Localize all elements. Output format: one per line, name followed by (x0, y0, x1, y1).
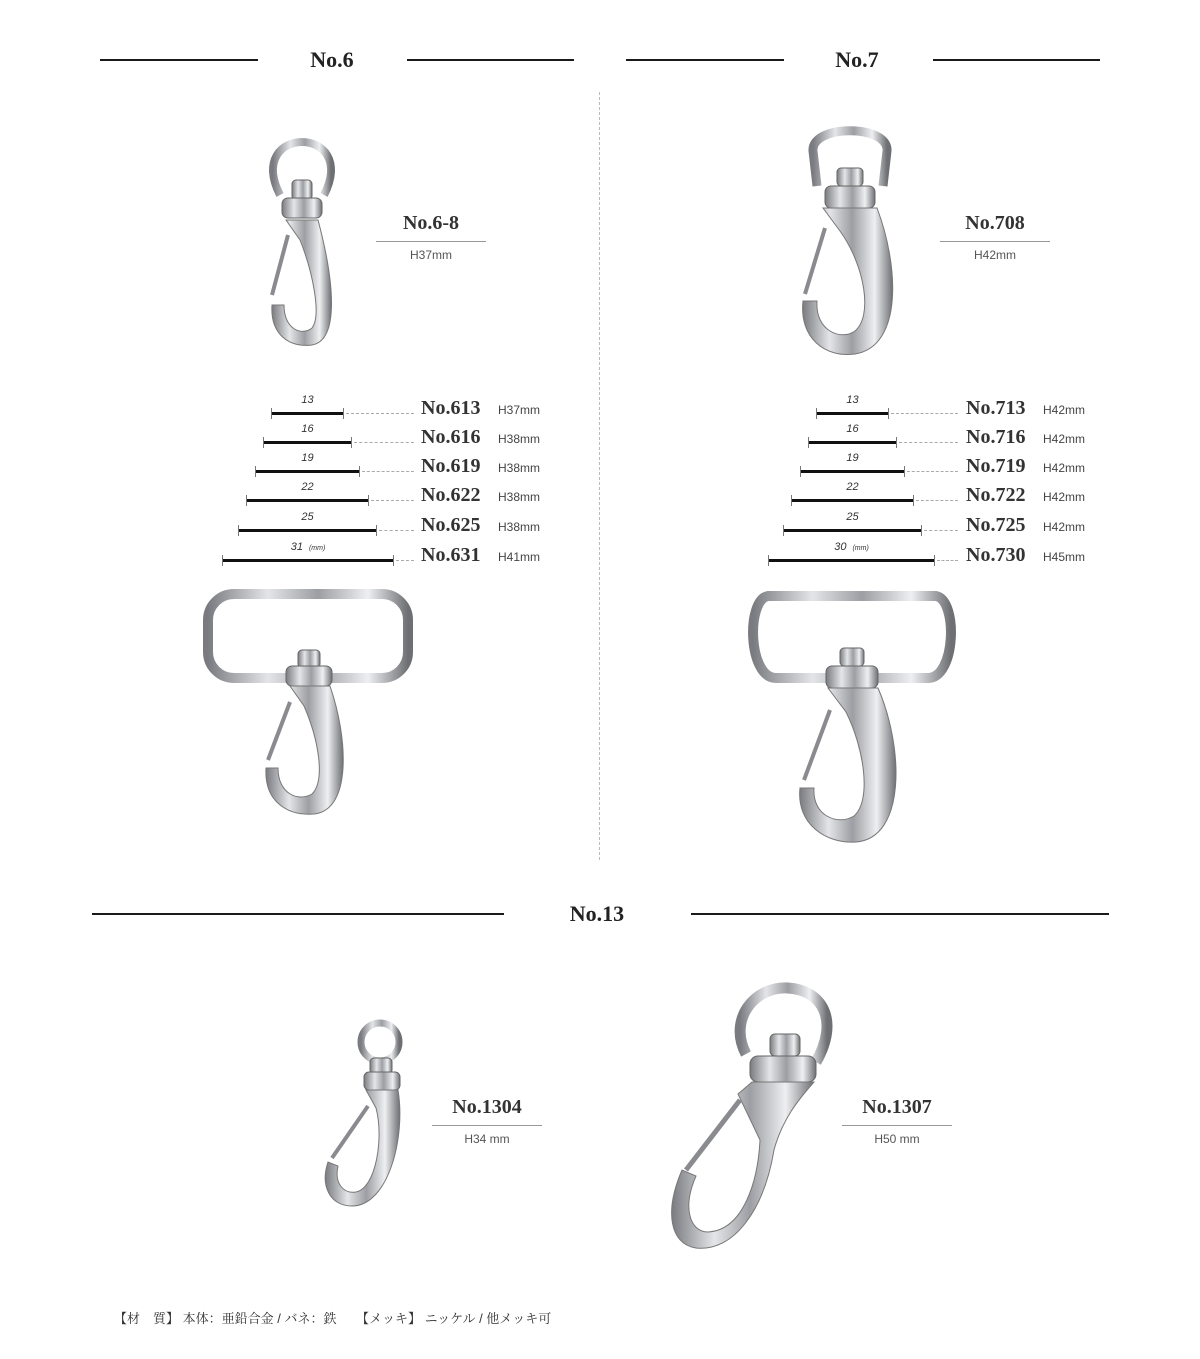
model-height: H37mm (498, 403, 541, 417)
model-height: H41mm (498, 550, 541, 564)
product-name: No.708 (940, 212, 1050, 242)
model-number: No.713 (966, 397, 1026, 419)
swivel-snap-hook-wide-d-ring-icon (746, 588, 958, 848)
width-number: 30 (834, 541, 847, 553)
width-bar (783, 529, 922, 532)
leader-line (891, 413, 958, 414)
model-number: No.625 (421, 514, 481, 536)
model-number: No.616 (421, 426, 481, 448)
material-label: 【材 質】 (114, 1311, 180, 1326)
width-value: 19 (846, 452, 859, 464)
width-bar (768, 559, 935, 562)
swivel-snap-hook-round-ring-icon (318, 1018, 418, 1214)
size-row (0, 541, 1200, 568)
width-value: 22 (846, 481, 859, 493)
product-label-no1304 (432, 1096, 542, 1146)
model-height: H38mm (498, 520, 541, 534)
product-size: H42mm (973, 248, 1016, 262)
width-value: 16 (301, 423, 314, 435)
width-value: 22 (301, 481, 314, 493)
leader-line (937, 560, 958, 561)
product-size: H34 mm (464, 1132, 510, 1146)
section-rule-right (407, 59, 574, 61)
product-name: No.1307 (842, 1096, 952, 1126)
model-height: H42mm (1043, 520, 1086, 534)
width-value: 25 (301, 511, 314, 523)
width-unit: (mm) (852, 545, 869, 552)
product-name: No.6-8 (376, 212, 486, 242)
section-rule-left (100, 59, 258, 61)
model-height: H42mm (1043, 490, 1086, 504)
model-height: H42mm (1043, 461, 1086, 475)
material-footer (114, 1308, 551, 1327)
model-height: H42mm (1043, 432, 1086, 446)
leader-line (924, 530, 958, 531)
product-label-no6-8 (376, 212, 486, 262)
width-value: 13 (301, 394, 314, 406)
product-label-no1307 (842, 1096, 952, 1146)
size-row (0, 452, 1200, 479)
swivel-snap-hook-d-ring-icon (795, 116, 905, 360)
model-number: No.730 (966, 544, 1026, 566)
width-value: 19 (301, 452, 314, 464)
section-rule-right (933, 59, 1100, 61)
model-number: No.613 (421, 397, 481, 419)
width-bar (808, 441, 897, 444)
size-row (0, 394, 1200, 421)
swivel-snap-hook-small-ring-icon (262, 140, 352, 352)
width-value: 16 (846, 423, 859, 435)
model-number: No.725 (966, 514, 1026, 536)
product-label-no708 (940, 212, 1050, 262)
model-number: No.722 (966, 484, 1026, 506)
plating-label: 【メッキ】 (362, 1311, 422, 1326)
size-row (0, 511, 1200, 538)
product-name: No.1304 (432, 1096, 542, 1126)
section-title-no6: No.6 (310, 47, 354, 72)
material-value: 本体：亜鉛合金 / バネ：鉄 (182, 1311, 337, 1326)
product-size: H50 mm (874, 1132, 920, 1146)
swivel-snap-hook-wide-loop-icon (202, 588, 414, 820)
model-number: No.716 (966, 426, 1026, 448)
model-number: No.719 (966, 455, 1026, 477)
width-bar (800, 470, 905, 473)
width-bar (791, 499, 914, 502)
model-height: H42mm (1043, 403, 1086, 417)
width-number: 31 (290, 541, 303, 553)
size-row (0, 423, 1200, 450)
swivel-snap-hook-large-d-ring-icon (664, 980, 844, 1255)
model-height: H45mm (1043, 550, 1086, 564)
leader-line (916, 500, 958, 501)
leader-line (899, 442, 958, 443)
width-value: 25 (846, 511, 859, 523)
leader-line (907, 471, 958, 472)
model-number: No.619 (421, 455, 481, 477)
plating-value: ニッケル / 他メッキ可 (424, 1311, 552, 1326)
width-unit: (mm) (308, 545, 326, 552)
model-height: H38mm (498, 490, 541, 504)
model-height: H38mm (498, 461, 541, 475)
model-height: H38mm (498, 432, 541, 446)
section-rule-right (691, 913, 1109, 915)
section-title-no13: No.13 (569, 901, 625, 926)
model-number: No.631 (421, 544, 481, 566)
product-size: H37mm (409, 248, 452, 262)
width-value (768, 541, 935, 553)
model-number: No.622 (421, 484, 481, 506)
size-row (0, 481, 1200, 508)
section-rule-left (92, 913, 504, 915)
width-bar (816, 412, 889, 415)
section-rule-left (626, 59, 784, 61)
width-value: 13 (846, 394, 859, 406)
section-title-no7: No.7 (835, 47, 879, 72)
